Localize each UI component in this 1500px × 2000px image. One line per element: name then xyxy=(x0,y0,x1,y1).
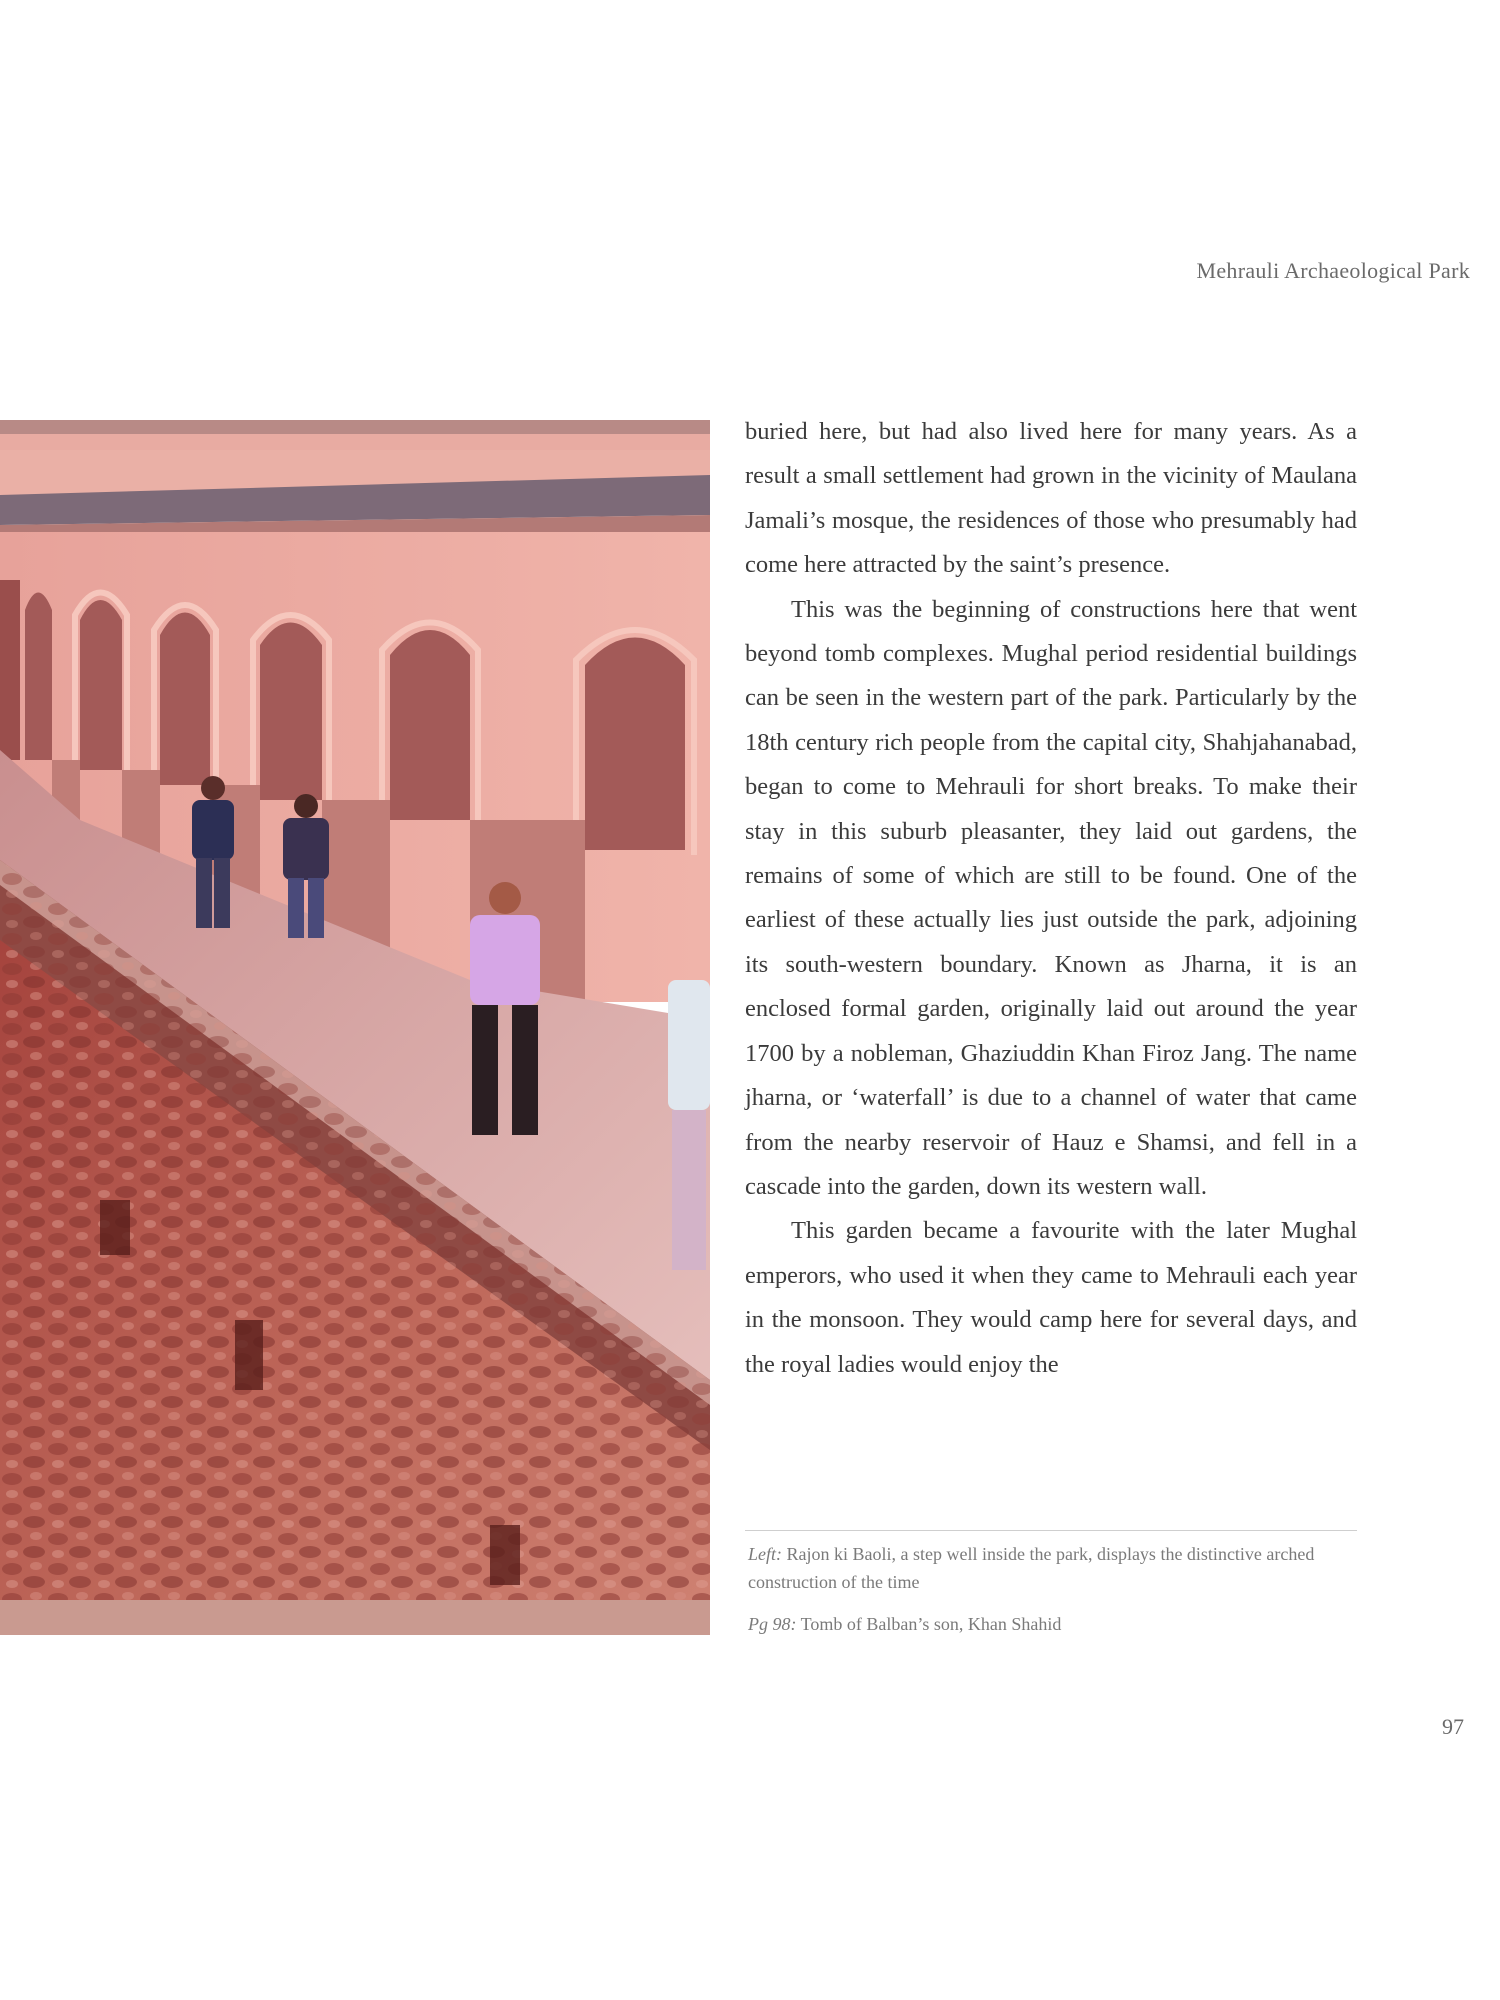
steps xyxy=(0,1600,710,1635)
caption-text: Rajon ki Baoli, a step well inside the park, displays the distinctive arched construction of the time xyxy=(748,1544,1315,1592)
caption-text: Tomb of Balban’s son, Khan Shahid xyxy=(796,1614,1062,1634)
paragraph: This was the beginning of constructions here that went beyond tomb complexes. Mughal period residential buildings can be seen in the western part of the park. Particularly by the 18th century rich people from the capital city, Shahjahanabad, began to come to Mehrauli for short breaks. To make their stay in this suburb pleasanter, they laid out gardens, the remains of some of which are still to be found. One of the earliest of these actually lies just outside the park, adjoining its south-western boundary. Known as Jharna, it is an enclosed formal garden, originally laid out around the year 1700 by a nobleman, Ghaziuddin Khan Firoz Jang. The name jharna, or ‘waterfall’ is due to a channel of water that came from the nearby reservoir of Hauz e Shamsi, and fell in a cascade into the garden, down its western wall. xyxy=(745,595,1357,1200)
running-header: Mehrauli Archaeological Park xyxy=(1196,258,1470,283)
step-well-photo xyxy=(0,420,710,1635)
caption-divider xyxy=(745,1530,1357,1531)
body-text xyxy=(745,410,1357,1387)
parapet-top xyxy=(0,420,710,434)
paragraph: buried here, but had also lived here for many years. As a result a small settlement had grown in the vicinity of Maulana Jamali’s mosque, the residences of those who presumably had come here attracted by the saint’s presence. xyxy=(745,418,1357,579)
photo-illustration xyxy=(0,420,710,1635)
caption-left xyxy=(748,1540,1360,1596)
page-number: 97 xyxy=(1442,1714,1464,1739)
caption-label: Pg 98: xyxy=(748,1614,797,1634)
caption-label: Left: xyxy=(748,1544,782,1564)
captions xyxy=(748,1540,1360,1652)
caption-pg98 xyxy=(748,1610,1360,1638)
paragraph: This garden became a favourite with the later Mughal emperors, who used it when they came to Mehrauli each year in the monsoon. They would camp here for several days, and the royal ladies would enjoy the xyxy=(745,1217,1357,1378)
